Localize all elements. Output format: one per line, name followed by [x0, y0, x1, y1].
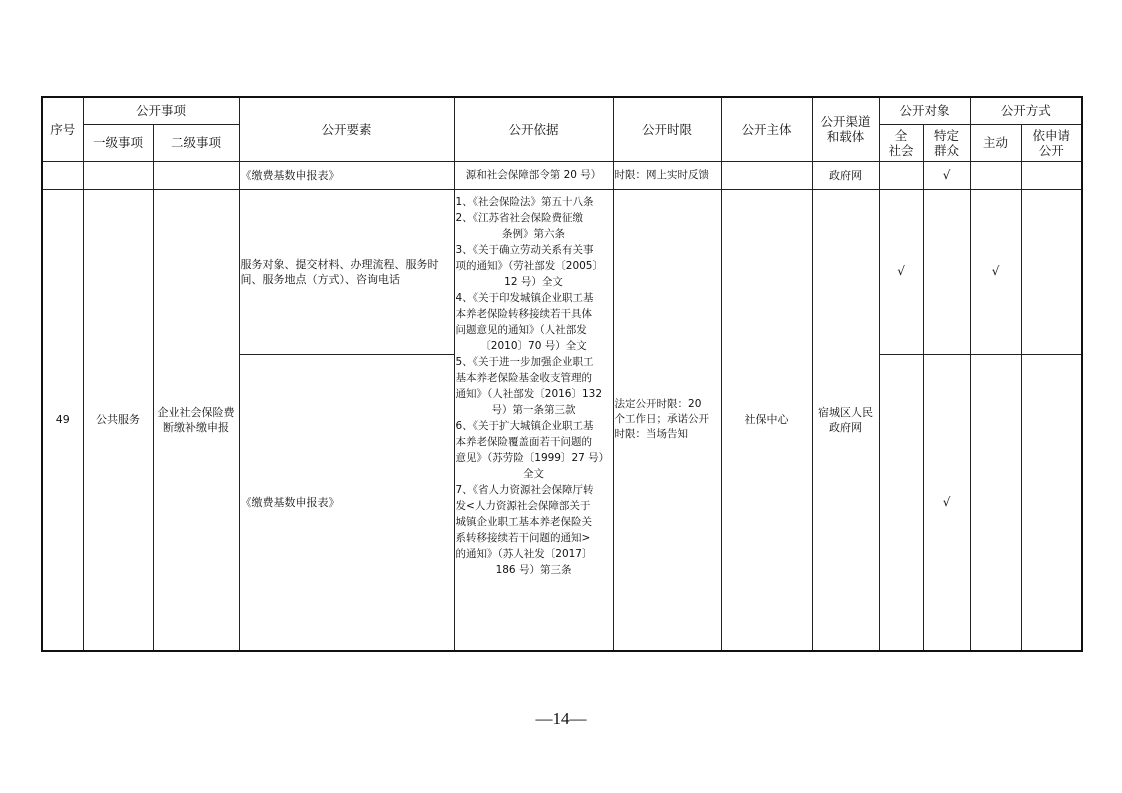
row49-level1: 公共服务	[83, 189, 153, 651]
cont-active-cell	[970, 161, 1021, 189]
cont-basis: 源和社会保障部令第 20 号）	[454, 161, 613, 189]
header-target-all-a: 全	[894, 127, 908, 143]
row49-elements-1a: 服务对象、提交材料、办理流程、服务时	[240, 257, 439, 271]
row49-all-cell-2	[879, 354, 923, 651]
disclosure-table	[41, 96, 1083, 652]
basis-line: 3、《关于确立劳动关系有关事	[455, 243, 594, 256]
row49-elements-2: 《缴费基数申报表》	[239, 354, 454, 651]
basis-line: 通知》（人社部发〔2016〕132	[455, 387, 603, 400]
row49-basis	[454, 189, 613, 651]
header-target-specific	[923, 124, 970, 161]
row49-channel-a: 宿城区人民	[818, 405, 874, 419]
row49-active-cell-2	[970, 354, 1021, 651]
row49-level2-b: 断缴补缴申报	[163, 420, 229, 434]
basis-line: 本养老保险转移接续若干具体	[455, 307, 593, 320]
header-seq: 序号	[42, 97, 83, 161]
table-row-49-a	[42, 189, 1082, 354]
row49-basis-list	[455, 194, 613, 578]
header-channel	[812, 97, 879, 161]
basis-line: 5、《关于进一步加强企业职工	[455, 355, 594, 368]
basis-line: 问题意见的通知》（人社部发	[455, 323, 587, 336]
row49-specific-cell-1	[923, 189, 970, 354]
basis-line: 12 号）全文	[504, 275, 563, 288]
row49-level2-a: 企业社会保险费	[157, 405, 235, 419]
cont-time-limit: 时限：网上实时反馈	[613, 161, 721, 189]
basis-line: 本养老保险覆盖面若干问题的	[455, 435, 593, 448]
cont-all-cell	[879, 161, 923, 189]
header-target-all-b: 社会	[888, 142, 914, 158]
basis-line: 2、《江苏省社会保险费征缴	[455, 211, 583, 224]
basis-line: 4、《关于印发城镇企业职工基	[455, 291, 594, 304]
basis-line: 城镇企业职工基本养老保险关	[455, 515, 593, 528]
header-channel-text: 公开渠道和载体	[820, 114, 871, 145]
header-level2: 二级事项	[153, 124, 239, 161]
basis-line: 条例》第六条	[502, 227, 566, 240]
cont-level2-cell	[153, 161, 239, 189]
header-method-apply	[1021, 124, 1082, 161]
header-basis: 公开依据	[454, 97, 613, 161]
basis-line: 号）第一条第三款	[491, 403, 576, 416]
row49-time-limit-c: 时限：当场告知	[614, 428, 689, 441]
header-subject: 公开主体	[721, 97, 812, 161]
header-elements: 公开要素	[239, 97, 454, 161]
header-target-all	[879, 124, 923, 161]
basis-line: 7、《省人力资源社会保障厅转	[455, 483, 594, 496]
row49-elements-1b: 间、服务地点（方式）、咨询电话	[240, 272, 401, 286]
row49-active-check-1: √	[970, 189, 1021, 354]
header-target-group: 公开对象	[879, 97, 970, 124]
row49-time-limit-b: 个工作日；承诺公开	[614, 413, 710, 426]
row49-apply-cell-2	[1021, 354, 1082, 651]
basis-line: 意见》（苏劳险〔1999〕27 号）	[455, 451, 610, 464]
cont-specific-check: √	[923, 161, 970, 189]
row49-specific-check-2: √	[923, 354, 970, 651]
basis-line: 〔2010〕70 号）全文	[480, 339, 587, 352]
row49-apply-cell-1	[1021, 189, 1082, 354]
row49-elements-1	[239, 189, 454, 354]
basis-line: 项的通知》（劳社部发〔2005〕	[455, 259, 603, 272]
row49-time-limit	[613, 189, 721, 651]
cont-subject-cell	[721, 161, 812, 189]
cont-level1-cell	[83, 161, 153, 189]
basis-line: 发<人力资源社会保障部关于	[455, 499, 591, 512]
basis-line: 6、《关于扩大城镇企业职工基	[455, 419, 594, 432]
page-number: —14—	[535, 709, 587, 728]
cont-apply-cell	[1021, 161, 1082, 189]
basis-line: 系转移接续若干问题的通知>	[455, 531, 591, 544]
cont-elements: 《缴费基数申报表》	[239, 161, 454, 189]
basis-line: 全文	[523, 467, 545, 480]
cont-seq-cell	[42, 161, 83, 189]
row49-subject: 社保中心	[721, 189, 812, 651]
header-time-limit: 公开时限	[613, 97, 721, 161]
header-method-apply-a: 依申请	[1032, 127, 1071, 143]
basis-line: 1、《社会保险法》第五十八条	[455, 195, 594, 208]
row49-all-check-1: √	[879, 189, 923, 354]
header-method-active: 主动	[970, 124, 1021, 161]
header-method-group: 公开方式	[970, 97, 1082, 124]
row49-level2	[153, 189, 239, 651]
header-method-apply-b: 公开	[1038, 142, 1064, 158]
basis-line: 基本养老保险基金收支管理的	[455, 371, 593, 384]
row49-channel-b: 政府网	[829, 420, 863, 434]
row49-seq: 49	[42, 189, 83, 651]
row49-time-limit-a: 法定公开时限：20	[614, 398, 702, 411]
header-target-specific-b: 群众	[934, 142, 960, 158]
row49-channel	[812, 189, 879, 651]
header-items-group: 公开事项	[83, 97, 239, 124]
header-level1: 一级事项	[83, 124, 153, 161]
basis-line: 的通知》（苏人社发〔2017〕	[455, 547, 593, 560]
basis-line: 186 号）第三条	[495, 563, 572, 576]
table-row-continuation	[42, 161, 1082, 189]
header-target-specific-a: 特定	[934, 127, 960, 143]
cont-channel: 政府网	[812, 161, 879, 189]
